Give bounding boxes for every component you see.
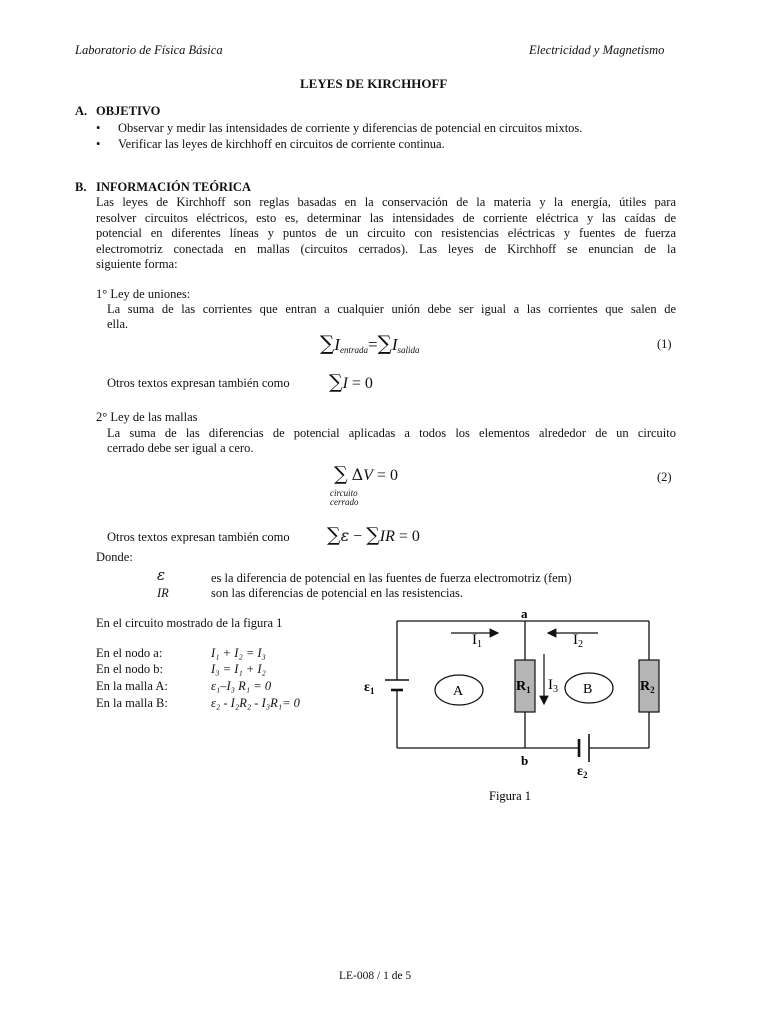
equation-1: $\sum I_{entrada}=\sum I_{salida}$ (320, 331, 420, 355)
equation-2-under-1: circuito (330, 488, 358, 498)
row-eq-mesh-b: ε₂ - I₂R₂ - I₃R₁= 0 (211, 696, 300, 710)
node-b-label: b (521, 753, 529, 768)
law1-alt-text: Otros textos expresan también como (107, 376, 290, 390)
intro-line-3: potencial en diferentes líneas y puntos de un circuito con resistencias eléctricas y fuentes de fuerza (96, 226, 676, 240)
equation-1-number: (1) (657, 337, 672, 351)
intro-line-5: siguiente forma: (96, 257, 178, 271)
law1-text-2: ella. (107, 317, 129, 331)
current-i3-label: $I_3$ (548, 677, 558, 695)
header-left: Laboratorio de Física Básica (75, 43, 223, 57)
page-footer: LE-008 / 1 de 5 (339, 970, 412, 982)
mesh-b-label: B (583, 682, 593, 697)
row-eq-node-a: I₁ + I₂ = I₃ (211, 646, 266, 660)
battery-e1-symbol (385, 680, 409, 690)
mesh-a-label: A (453, 684, 464, 699)
equation-1-alt: ∑I = 0 (329, 371, 373, 393)
current-i2-label: $I_2$ (573, 632, 583, 650)
row-label-node-b: En el nodo b: (96, 662, 164, 676)
battery-e2-label: $\varepsilon_2$ (577, 764, 588, 780)
intro-line-1: Las leyes de Kirchhoff son reglas basadas en la conservación de la materia y la energía, útiles para (96, 195, 676, 209)
law1-title: 1° Ley de uniones: (96, 287, 191, 301)
resistor-r1-label: $R_1$ (516, 679, 531, 695)
section-b-heading: INFORMACIÓN TEÓRICA (96, 180, 251, 194)
law2-title: 2° Ley de las mallas (96, 410, 198, 424)
intro-line-2: resolver circuitos eléctricos, esto es, determinar las intensidades de corriente eléctrica y las caídas de (96, 211, 676, 225)
definition-text-ir: son las diferencias de potencial en las resistencias. (211, 586, 463, 600)
row-label-mesh-a: En la malla A: (96, 679, 168, 693)
row-label-mesh-b: En la malla B: (96, 696, 168, 710)
law2-text-2: cerrado debe ser igual a cero. (107, 441, 254, 455)
definition-symbol-emf: ε (157, 566, 166, 584)
current-i1-label: $I_1$ (472, 632, 482, 650)
section-a-heading: OBJETIVO (96, 104, 161, 118)
definition-symbol-ir: IR (157, 586, 169, 600)
objective-bullet-2: • Verificar las leyes de kirchhoff en circuitos de corriente continua. (118, 137, 445, 152)
law2-text-1: La suma de las diferencias de potencial aplicadas a todos los elementos alrededor de un circuito (107, 426, 676, 440)
row-eq-node-b: I₃ = I₁ + I₂ (211, 662, 266, 676)
equation-2-alt: ∑ε − ∑IR = 0 (327, 524, 420, 546)
battery-e2-symbol (579, 734, 589, 762)
battery-e1-label: $\varepsilon_1$ (364, 680, 375, 696)
equation-2-number: (2) (657, 470, 672, 484)
section-b-letter: B. (75, 180, 87, 194)
resistor-r2-label: $R_2$ (640, 679, 655, 695)
objective-bullet-1: • Observar y medir las intensidades de corriente y diferencias de potencial en circuitos mixtos. (118, 121, 582, 136)
section-a-letter: A. (75, 104, 88, 118)
donde-label: Donde: (96, 550, 133, 564)
equation-2-under-2: cerrado (330, 497, 359, 507)
header-right: Electricidad y Magnetismo (529, 43, 665, 57)
equation-2: ∑ ΔV = 0 (334, 463, 398, 485)
node-a-label: a (521, 606, 528, 621)
row-eq-mesh-a: ε₁–I₃ R₁ = 0 (211, 679, 272, 693)
row-label-node-a: En el nodo a: (96, 646, 163, 660)
page-title: LEYES DE KIRCHHOFF (300, 76, 448, 91)
law1-text-1: La suma de las corrientes que entran a cualquier unión debe ser igual a las corrientes que salen de (107, 302, 676, 316)
circuit-intro: En el circuito mostrado de la figura 1 (96, 616, 283, 630)
intro-line-4: electromotriz conectada en mallas (circuitos cerrados). Las leyes de Kirchhoff se enuncian de la (96, 242, 676, 256)
law2-alt-text: Otros textos expresan también como (107, 530, 290, 544)
eq1-sub-out: salida (397, 345, 420, 355)
definition-text-emf: es la diferencia de potencial en las fuentes de fuerza electromotriz (fem) (211, 571, 572, 585)
figure-caption: Figura 1 (489, 789, 532, 803)
eq1-sub-in: entrada (339, 345, 368, 355)
